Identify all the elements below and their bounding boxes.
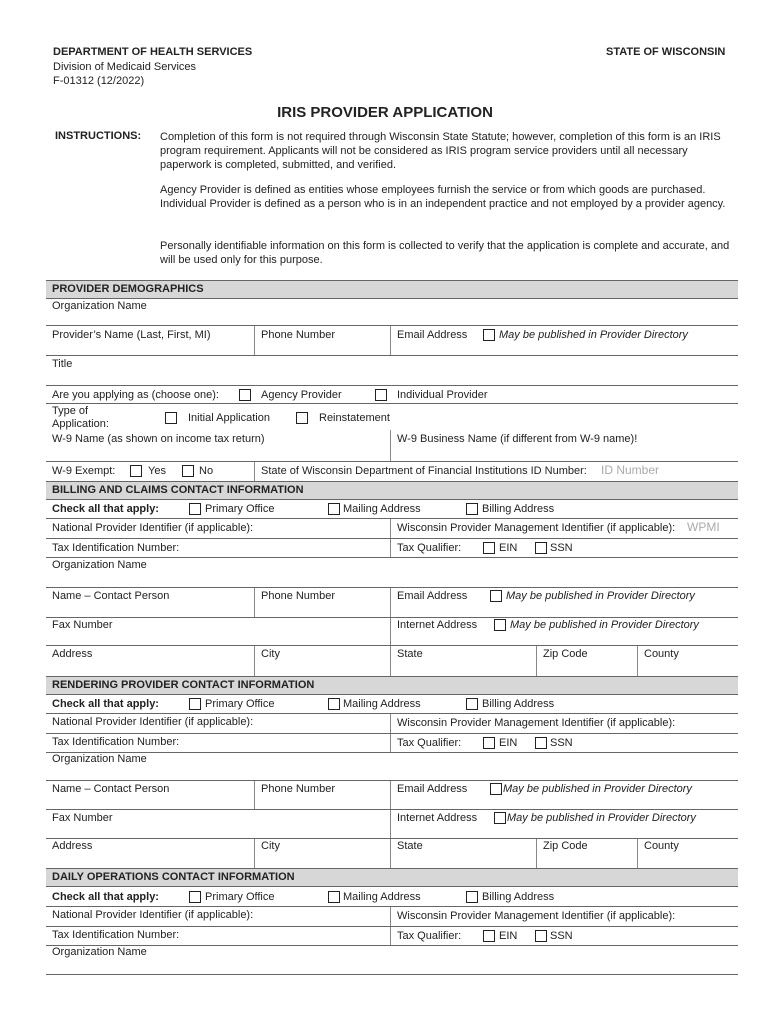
rendering-email-label[interactable]: Email Address (397, 783, 468, 795)
individual-provider-label: Individual Provider (397, 389, 488, 401)
instructions-paragraph-1: Completion of this form is not required through Wisconsin State Statute; however, completion of this form is an IRIS program requirement. Applicants will not be considered as IRIS program service providers until all necessary paperwork is completed, submitted, and verified. (160, 131, 721, 171)
rendering-mailing-address-label: Mailing Address (343, 698, 421, 710)
w9-exempt-no-label: No (199, 465, 214, 477)
rendering-tax-qualifier-label: Tax Qualifier: (397, 737, 462, 749)
division-name: Division of Medicaid Services (53, 61, 197, 73)
application-label: Application: (52, 418, 109, 430)
billing-ein-label: EIN (499, 542, 518, 554)
rendering-npi-label[interactable]: National Provider Identifier (if applicable): (52, 716, 254, 728)
applying-as-label: Are you applying as (choose one): (52, 389, 219, 401)
billing-county-label[interactable]: County (644, 648, 679, 660)
w9-exempt-yes-checkbox[interactable] (130, 465, 142, 477)
email-label[interactable]: Email Address (397, 329, 468, 341)
daily-npi-label[interactable]: National Provider Identifier (if applicable): (52, 909, 254, 921)
daily-mailing-address-label: Mailing Address (343, 891, 421, 903)
rendering-mailing-address-checkbox[interactable] (328, 698, 340, 710)
initial-application-label: Initial Application (188, 412, 270, 424)
daily-ssn-checkbox[interactable] (535, 930, 547, 942)
billing-org-name-label[interactable]: Organization Name (52, 559, 147, 571)
rendering-check-all-label: Check all that apply: (52, 698, 159, 710)
billing-primary-office-label: Primary Office (205, 503, 275, 515)
daily-ein-checkbox[interactable] (483, 930, 495, 942)
billing-wpmi-label: Wisconsin Provider Management Identifier (if applicable): (397, 522, 676, 534)
daily-ssn-label: SSN (550, 930, 573, 942)
w9-name-label[interactable]: W-9 Name (as shown on income tax return) (52, 433, 265, 445)
billing-address-label[interactable]: Address (52, 648, 93, 660)
daily-check-all-label: Check all that apply: (52, 891, 159, 903)
billing-email-label[interactable]: Email Address (397, 590, 468, 602)
publish-directory-checkbox[interactable] (483, 329, 495, 341)
initial-application-checkbox[interactable] (165, 412, 177, 424)
daily-tax-qualifier-label: Tax Qualifier: (397, 930, 462, 942)
rendering-org-name-label[interactable]: Organization Name (52, 753, 147, 765)
department-name: DEPARTMENT OF HEALTH SERVICES (53, 46, 253, 58)
rendering-ein-checkbox[interactable] (483, 737, 495, 749)
instructions-paragraph-3: Personally identifiable information on this form is collected to verify that the application is complete and accurate, and will be used only for this purpose. (160, 240, 730, 266)
instructions-label: INSTRUCTIONS: (55, 130, 142, 142)
billing-mailing-address-label: Mailing Address (343, 503, 421, 515)
billing-contact-person-label[interactable]: Name – Contact Person (52, 590, 170, 602)
state-label: STATE OF WISCONSIN (606, 46, 726, 58)
daily-primary-office-label: Primary Office (205, 891, 275, 903)
w9-exempt-no-checkbox[interactable] (182, 465, 194, 477)
page-title: IRIS PROVIDER APPLICATION (277, 104, 493, 121)
daily-mailing-address-checkbox[interactable] (328, 891, 340, 903)
rendering-ssn-label: SSN (550, 737, 573, 749)
daily-wpmi-label[interactable]: Wisconsin Provider Management Identifier (if applicable): (397, 910, 676, 922)
billing-city-label[interactable]: City (261, 648, 280, 660)
rendering-internet-label[interactable]: Internet Address (397, 812, 478, 824)
rendering-publish-email-checkbox[interactable] (490, 783, 502, 795)
agency-provider-checkbox[interactable] (239, 389, 251, 401)
rendering-tin-label[interactable]: Tax Identification Number: (52, 736, 180, 748)
daily-tin-label[interactable]: Tax Identification Number: (52, 929, 180, 941)
billing-publish-email-label: May be published in Provider Directory (506, 590, 695, 602)
billing-state-label[interactable]: State (397, 648, 423, 660)
rendering-contact-person-label[interactable]: Name – Contact Person (52, 783, 170, 795)
rendering-fax-label[interactable]: Fax Number (52, 812, 113, 824)
rendering-publish-internet-label: May be published in Provider Directory (507, 812, 696, 824)
demographics-heading: PROVIDER DEMOGRAPHICS (52, 283, 204, 295)
billing-tin-label[interactable]: Tax Identification Number: (52, 542, 180, 554)
billing-zip-label[interactable]: Zip Code (543, 648, 588, 660)
billing-ssn-checkbox[interactable] (535, 542, 547, 554)
rendering-state-label[interactable]: State (397, 840, 423, 852)
billing-publish-internet-checkbox[interactable] (494, 619, 506, 631)
rendering-ein-label: EIN (499, 737, 518, 749)
rendering-heading: RENDERING PROVIDER CONTACT INFORMATION (52, 679, 315, 691)
daily-org-name-label[interactable]: Organization Name (52, 946, 147, 958)
daily-ein-label: EIN (499, 930, 518, 942)
billing-npi-label[interactable]: National Provider Identifier (if applicable): (52, 522, 254, 534)
billing-check-all-label: Check all that apply: (52, 503, 159, 515)
billing-fax-label[interactable]: Fax Number (52, 619, 113, 631)
rendering-primary-office-checkbox[interactable] (189, 698, 201, 710)
rendering-billing-address-checkbox[interactable] (466, 698, 478, 710)
billing-wpmi-input[interactable]: WPMI (687, 520, 720, 534)
phone-label[interactable]: Phone Number (261, 329, 335, 341)
daily-primary-office-checkbox[interactable] (189, 891, 201, 903)
rendering-city-label[interactable]: City (261, 840, 280, 852)
w9-business-name-label[interactable]: W-9 Business Name (if different from W-9 name)! (397, 433, 638, 445)
rendering-wpmi-label[interactable]: Wisconsin Provider Management Identifier (if applicable): (397, 717, 676, 729)
rendering-ssn-checkbox[interactable] (535, 737, 547, 749)
billing-mailing-address-checkbox[interactable] (328, 503, 340, 515)
publish-directory-label: May be published in Provider Directory (499, 329, 688, 341)
dfi-id-input[interactable]: ID Number (601, 463, 660, 477)
billing-internet-label[interactable]: Internet Address (397, 619, 478, 631)
rendering-zip-label[interactable]: Zip Code (543, 840, 588, 852)
daily-heading: DAILY OPERATIONS CONTACT INFORMATION (52, 871, 295, 883)
billing-billing-address-checkbox[interactable] (466, 503, 478, 515)
billing-primary-office-checkbox[interactable] (189, 503, 201, 515)
reinstatement-checkbox[interactable] (296, 412, 308, 424)
billing-publish-internet-label: May be published in Provider Directory (510, 619, 699, 631)
rendering-publish-internet-checkbox[interactable] (494, 812, 506, 824)
rendering-publish-email-label: May be published in Provider Directory (503, 783, 692, 795)
instructions-paragraph-2: Agency Provider is defined as entities whose employees furnish the service or from which goods are purchased. Individual Provider is defined as a person who is in an independent practice and not employed by a provider agency. (160, 184, 726, 210)
billing-publish-email-checkbox[interactable] (490, 590, 502, 602)
org-name-label[interactable]: Organization Name (52, 300, 147, 312)
billing-billing-address-label: Billing Address (482, 503, 555, 515)
rendering-phone-label[interactable]: Phone Number (261, 783, 335, 795)
agency-provider-label: Agency Provider (261, 389, 342, 401)
rendering-address-label[interactable]: Address (52, 840, 93, 852)
reinstatement-label: Reinstatement (319, 412, 390, 424)
rendering-billing-address-label: Billing Address (482, 698, 555, 710)
billing-phone-label[interactable]: Phone Number (261, 590, 335, 602)
billing-ssn-label: SSN (550, 542, 573, 554)
title-label[interactable]: Title (52, 358, 73, 370)
daily-billing-address-label: Billing Address (482, 891, 555, 903)
w9-exempt-label: W-9 Exempt: (52, 465, 116, 477)
w9-exempt-yes-label: Yes (148, 465, 166, 477)
provider-name-label[interactable]: Provider’s Name (Last, First, MI) (52, 329, 211, 341)
type-of-label: Type of (52, 405, 89, 417)
daily-billing-address-checkbox[interactable] (466, 891, 478, 903)
rendering-primary-office-label: Primary Office (205, 698, 275, 710)
rendering-county-label[interactable]: County (644, 840, 679, 852)
individual-provider-checkbox[interactable] (375, 389, 387, 401)
billing-ein-checkbox[interactable] (483, 542, 495, 554)
dfi-id-label: State of Wisconsin Department of Financial Institutions ID Number: (261, 465, 587, 477)
form-number: F-01312 (12/2022) (53, 75, 145, 87)
billing-heading: BILLING AND CLAIMS CONTACT INFORMATION (52, 484, 304, 496)
billing-tax-qualifier-label: Tax Qualifier: (397, 542, 462, 554)
